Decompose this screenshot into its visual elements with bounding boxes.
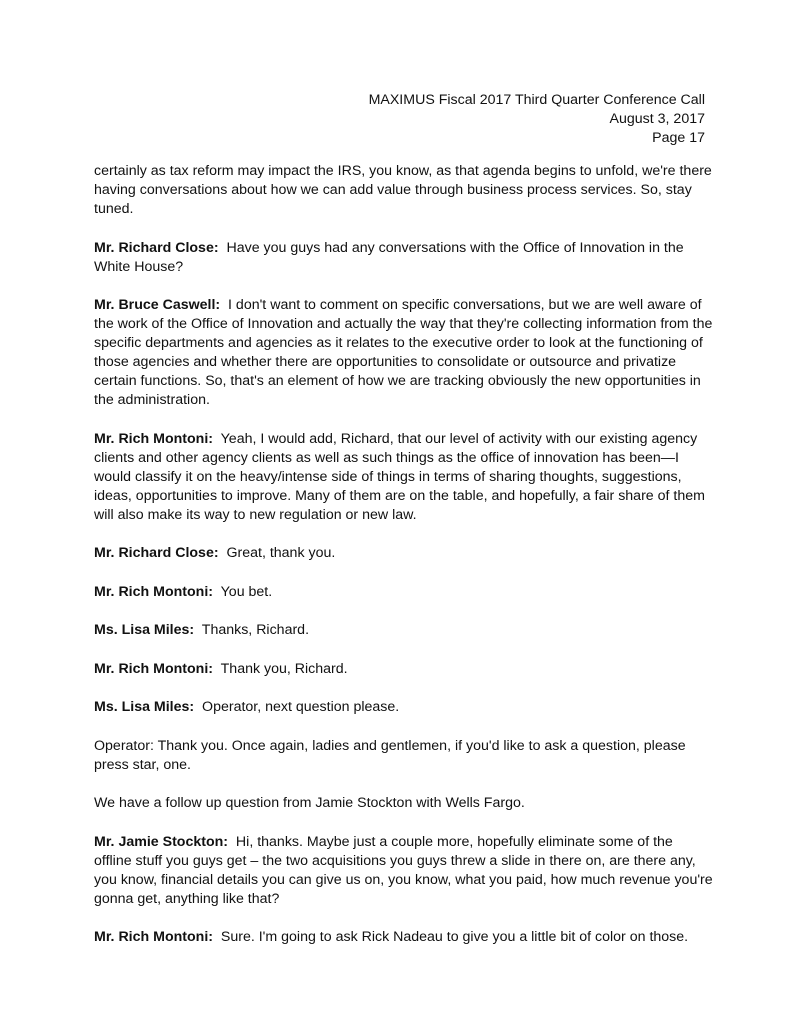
transcript-paragraph <box>94 698 714 717</box>
speaker-name: Mr. Richard Close: <box>94 239 219 256</box>
paragraph-text: You bet. <box>220 583 273 600</box>
transcript-body <box>94 162 714 967</box>
paragraph-text: Great, thank you. <box>226 545 336 561</box>
transcript-paragraph <box>94 583 714 602</box>
speaker-name: Ms. Lisa Miles: <box>94 699 195 715</box>
speaker-name: Ms. Lisa Miles: <box>94 622 195 638</box>
transcript-paragraph <box>94 162 714 219</box>
transcript-paragraph <box>94 928 714 947</box>
speaker-name: Mr. Rich Montoni: <box>94 929 213 945</box>
document-title: MAXIMUS Fiscal 2017 Third Quarter Conference Call <box>368 92 705 108</box>
paragraph-text: Hi, thanks. Maybe just a couple more, hopefully eliminate some of the offline stuff you guys get – the two acquisitions you guys threw a slide in there on, are there any, you know, financial details you can give us on, you know, what you paid, how much revenue you're gonna get, anything like that? <box>94 833 713 907</box>
page-number: Page 17 <box>652 130 705 146</box>
paragraph-text: Yeah, I would add, Richard, that our level of activity with our existing agency clients and other agency clients as well as such things as the office of innovation has been—I would classify it on the heavy/intense side of things in terms of sharing thoughts, suggestions, ideas, opportunities to improve. Many of them are on the table, and hopefully, a fair share of them will also make its way to new regulation or new law. <box>94 430 705 523</box>
paragraph-text: Operator: Thank you. Once again, ladies and gentlemen, if you'd like to ask a question, please press star, one. <box>94 737 686 773</box>
transcript-paragraph <box>94 621 714 640</box>
transcript-paragraph <box>94 544 714 563</box>
paragraph-text: Thank you, Richard. <box>220 660 348 677</box>
paragraph-text: We have a follow up question from Jamie Stockton with Wells Fargo. <box>94 795 525 811</box>
speaker-name: Mr. Bruce Caswell: <box>94 297 221 313</box>
transcript-paragraph <box>94 660 714 679</box>
speaker-name: Mr. Richard Close: <box>94 545 219 561</box>
paragraph-text: certainly as tax reform may impact the IRS, you know, as that agenda begins to unfold, we're there having conversations about how we can add value through business process services. So, stay tuned. <box>94 163 712 217</box>
transcript-paragraph <box>94 833 714 909</box>
speaker-name: Mr. Rich Montoni: <box>94 660 213 677</box>
transcript-paragraph <box>94 239 714 277</box>
transcript-paragraph <box>94 296 714 410</box>
document-date: August 3, 2017 <box>609 111 705 127</box>
paragraph-text: Operator, next question please. <box>202 699 400 715</box>
paragraph-text: I don't want to comment on specific conversations, but we are well aware of the work of the Office of Innovation and actually the way that they're collecting information from the specific departments and agencies as it relates to the executive order to look at the functioning of those agencies and whether there are opportunities to consolidate or outsource and privatize certain functions. So, that's an element of how we are tracking obviously the new opportunities in the administration. <box>94 297 713 408</box>
speaker-name: Mr. Rich Montoni: <box>94 583 213 600</box>
transcript-paragraph <box>94 430 714 525</box>
page-header <box>369 91 705 148</box>
speaker-name: Mr. Jamie Stockton: <box>94 833 229 850</box>
paragraph-text: Thanks, Richard. <box>201 622 310 638</box>
transcript-paragraph <box>94 794 714 813</box>
paragraph-text: Sure. I'm going to ask Rick Nadeau to give you a little bit of color on those. <box>220 929 689 945</box>
paragraph-text: Have you guys had any conversations with the Office of Innovation in the White House? <box>94 239 684 275</box>
transcript-paragraph <box>94 737 714 775</box>
speaker-name: Mr. Rich Montoni: <box>94 430 213 447</box>
